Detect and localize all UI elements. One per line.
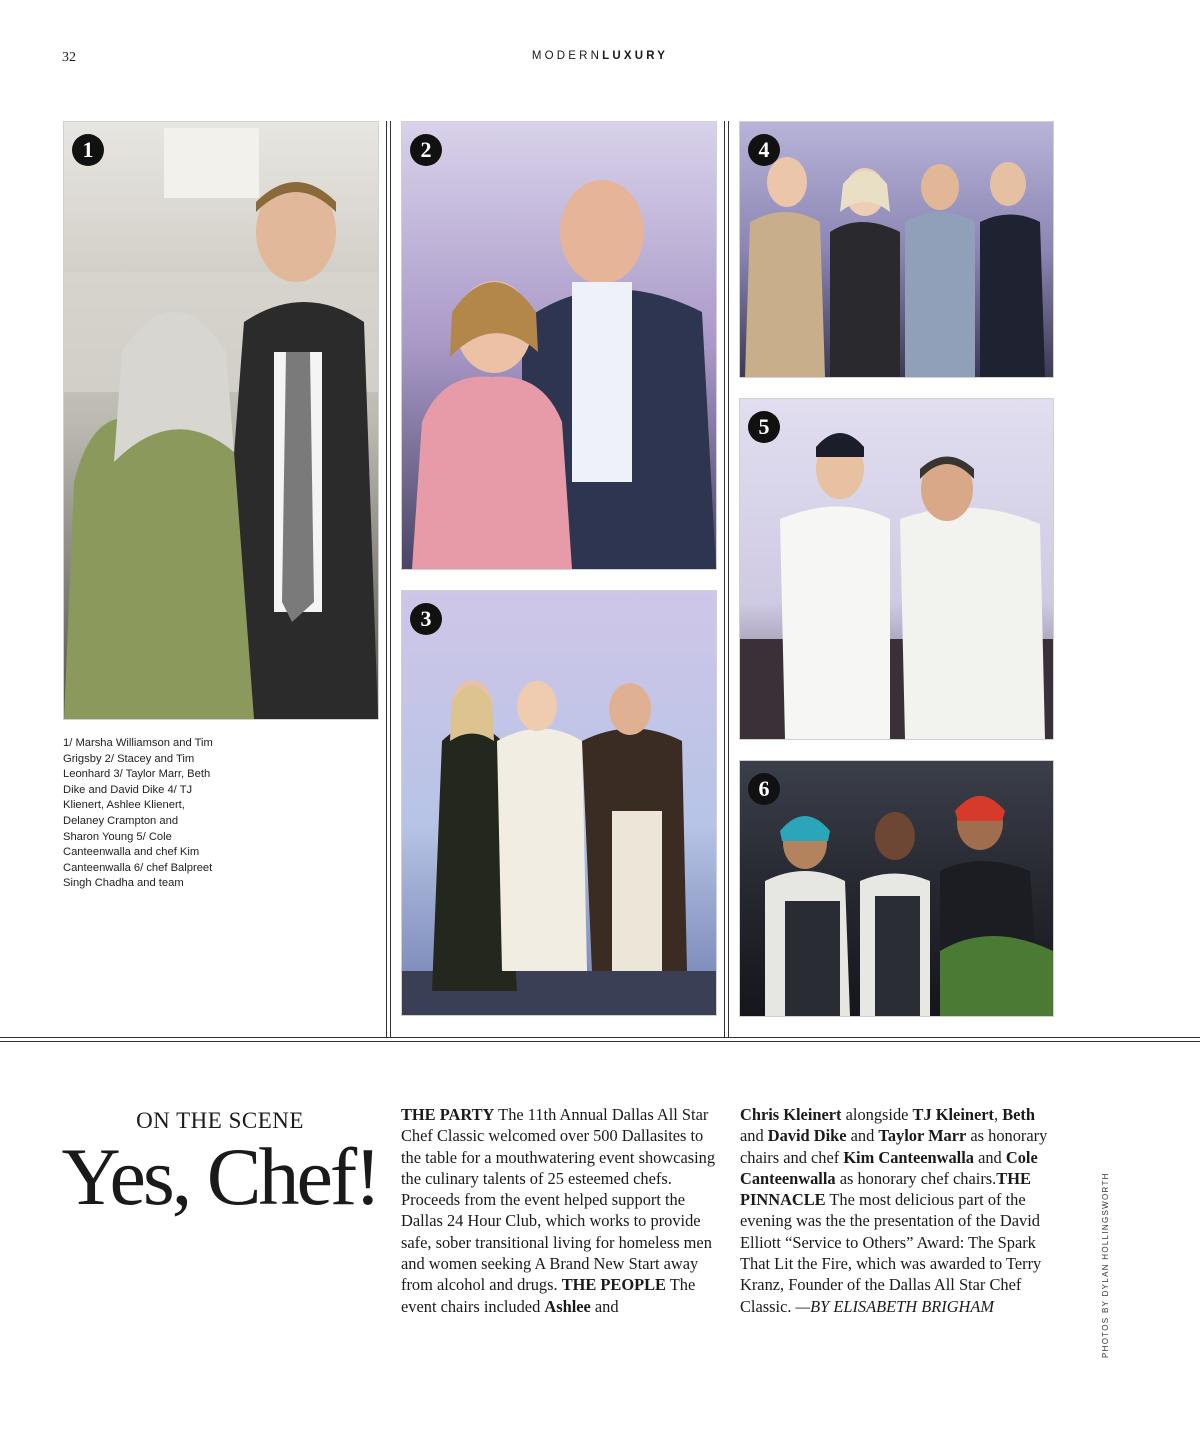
bold-text: THE PARTY: [401, 1105, 495, 1124]
photo-4-image: [740, 122, 1053, 377]
column-rule: [386, 121, 387, 1038]
bold-text: Chris Kleinert: [740, 1105, 842, 1124]
section-rule: [0, 1041, 1200, 1042]
body-text: The event chairs included: [401, 1275, 696, 1316]
column-rule: [724, 121, 725, 1038]
body-text: and: [590, 1296, 619, 1316]
body-text: The 11th Annual Dallas All Star Chef Classic welcomed over 500 Dallasites to the table for a mouthwatering event showcasing the culinary talents of 25 esteemed chefs. Proceeds from the event helped support the Dallas 24 Hour Club, which works to provide safe, sober transitional living for homeless men and women seeking A Brand New Start away from alcohol and drugs.: [401, 1105, 716, 1295]
body-text: and: [740, 1126, 768, 1146]
photo-1: [63, 121, 379, 720]
article-body-column-2: [740, 1104, 1060, 1317]
photo-badge: 3: [410, 603, 442, 635]
bold-text: THE PINNACLE: [740, 1168, 1031, 1210]
body-text: ,: [994, 1105, 1003, 1124]
section-kicker: ON THE SCENE: [136, 1108, 304, 1133]
body-text: and: [846, 1126, 879, 1146]
bold-text: Kim Canteenwalla: [843, 1147, 974, 1167]
bold-text: THE PEOPLE: [561, 1275, 666, 1295]
column-rule: [728, 121, 729, 1038]
bold-text: Taylor Marr: [878, 1126, 967, 1146]
bold-text: Beth: [1002, 1105, 1036, 1124]
article-body-column-1: [401, 1104, 719, 1317]
body-text: and: [973, 1147, 1006, 1167]
photo-3: [401, 590, 717, 1016]
photo-2: [401, 121, 717, 570]
photo-badge: 6: [748, 773, 780, 805]
bold-text: Ashlee: [544, 1296, 591, 1316]
photo-badge: 1: [72, 134, 104, 166]
body-text: as honorary chef chairs.: [835, 1168, 997, 1188]
photo-5: [739, 398, 1054, 740]
photo-1-image: [64, 122, 378, 719]
body-text: The most delicious part of the evening was the the presentation of the David Elliott “Service to Others” Award: The Spark That Lit the Fire, which was awarded to Terry Kranz, Founder of the Dallas All Star Chef Classic.: [740, 1190, 1042, 1316]
masthead-bold: LUXURY: [602, 50, 669, 62]
headline: Yes, Chef!: [61, 1131, 379, 1222]
photo-6: [739, 760, 1054, 1017]
byline: —BY ELISABETH BRIGHAM: [795, 1296, 995, 1316]
photo-badge: 5: [748, 411, 780, 443]
masthead-logo: [0, 50, 1200, 62]
photo-3-image: [402, 591, 716, 1015]
masthead-light: MODERN: [531, 50, 603, 62]
photo-4: [739, 121, 1054, 378]
bold-text: Cole Canteenwalla: [740, 1147, 1038, 1188]
photo-6-image: [740, 761, 1053, 1016]
photo-credit: PHOTOS BY DYLAN HOLLINGSWORTH: [1101, 1172, 1110, 1358]
body-text: as honorary chairs and chef: [740, 1126, 1048, 1167]
photo-badge: 4: [748, 134, 780, 166]
photo-badge: 2: [410, 134, 442, 166]
bold-text: TJ Kleinert: [912, 1105, 995, 1124]
bold-text: David Dike: [767, 1126, 847, 1146]
column-rule: [390, 121, 391, 1038]
photo-captions: 1/ Marsha Williamson and Tim Grigsby 2/ Stacey and Tim Leonhard 3/ Taylor Marr, Beth Dike and David Dike 4/ TJ Klienert, Ashlee Klienert, Delaney Crampton and Sharon Young 5/ Cole Canteenwalla and chef Kim Canteenwalla 6/ chef Balpreet Singh Chadha and team: [63, 737, 213, 890]
photo-5-image: [740, 399, 1053, 739]
body-text: alongside: [841, 1105, 913, 1124]
photo-2-image: [402, 122, 716, 569]
page-number: 32: [62, 50, 76, 65]
section-rule: [0, 1037, 1200, 1038]
